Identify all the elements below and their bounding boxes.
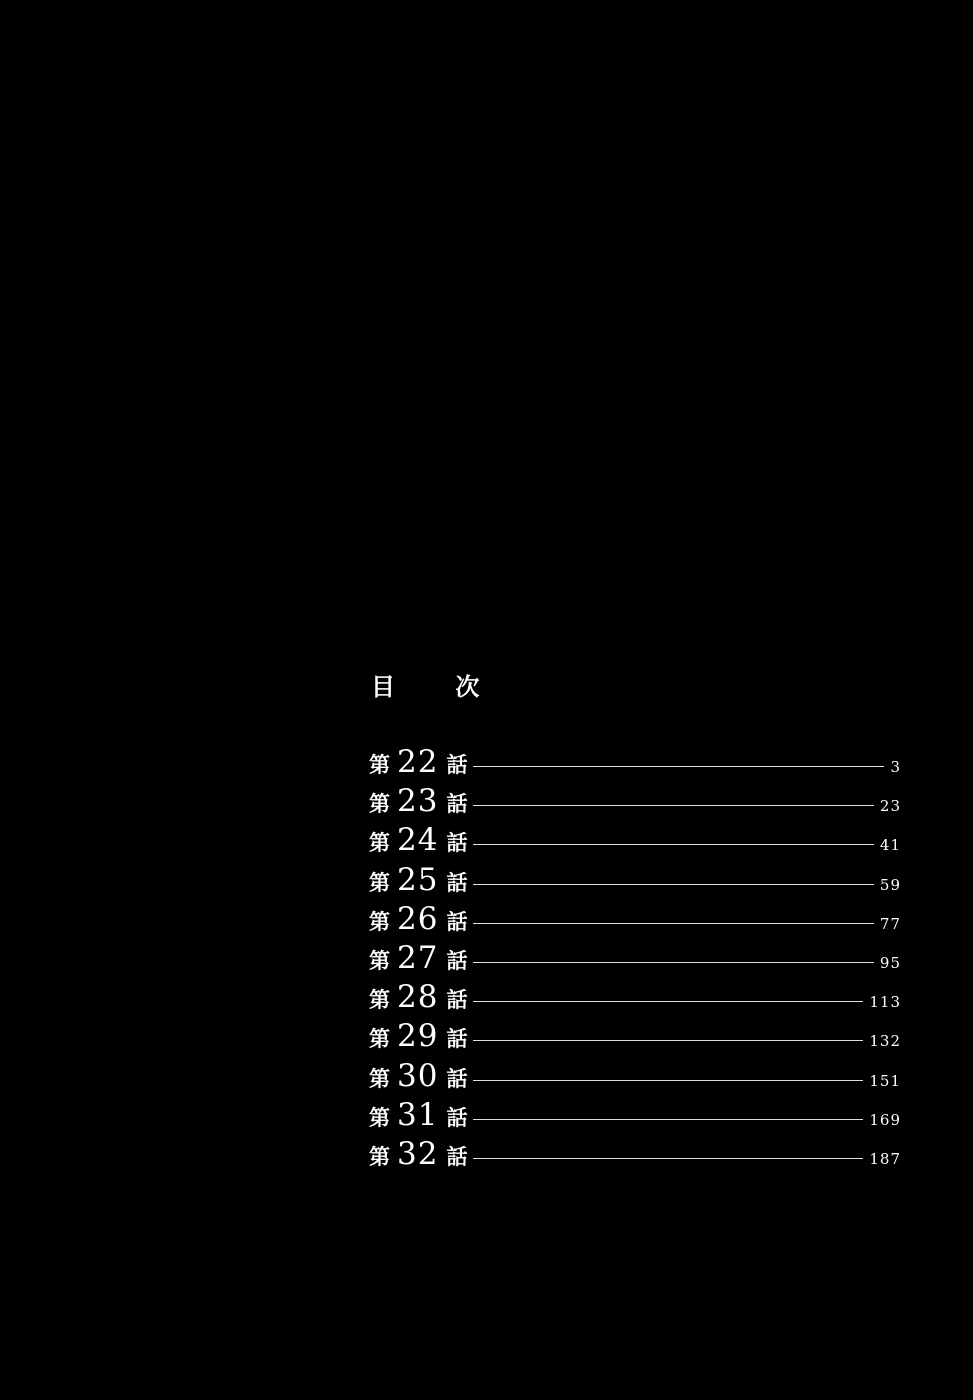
episode-number: 22 (397, 744, 439, 780)
page-number: 3 (890, 758, 901, 776)
toc-entry-30[interactable] (369, 1058, 901, 1097)
toc-entry-28[interactable] (369, 979, 901, 1018)
page-number: 59 (879, 875, 901, 894)
episode-prefix: 第 (369, 752, 390, 777)
leader-line (473, 1001, 863, 1002)
page-number: 41 (879, 836, 901, 855)
episode-suffix: 話 (446, 869, 468, 895)
episode-number: 30 (397, 1057, 439, 1094)
leader-line (473, 1080, 863, 1081)
episode-prefix: 第 (369, 830, 390, 856)
episode-number: 29 (397, 1018, 439, 1055)
episode-number: 32 (397, 1135, 439, 1172)
toc-entry-23[interactable] (369, 783, 901, 822)
leader-line (473, 805, 873, 806)
episode-number: 31 (397, 1096, 439, 1133)
page-number: 95 (879, 953, 901, 972)
episode-prefix: 第 (369, 1026, 390, 1052)
leader-line (473, 923, 873, 924)
episode-prefix: 第 (369, 987, 390, 1013)
episode-number: 23 (397, 783, 439, 820)
toc-title: 目 次 (371, 672, 506, 701)
toc-entry-29[interactable] (369, 1018, 901, 1057)
episode-suffix: 話 (446, 1026, 468, 1052)
episode-suffix: 話 (446, 791, 468, 817)
page-number: 77 (879, 914, 901, 933)
episode-number: 28 (397, 979, 439, 1016)
toc-entry-31[interactable] (369, 1097, 901, 1136)
episode-number: 26 (397, 900, 439, 937)
toc-entry-26[interactable] (369, 901, 901, 940)
page-number: 187 (869, 1149, 901, 1168)
episode-suffix: 話 (446, 987, 468, 1013)
episode-prefix: 第 (369, 908, 390, 934)
episode-suffix: 話 (446, 752, 468, 777)
page-number: 132 (869, 1032, 901, 1051)
episode-number: 25 (397, 861, 439, 898)
toc-list (369, 744, 901, 1175)
toc-entry-32[interactable] (369, 1136, 901, 1175)
episode-suffix: 話 (446, 1065, 468, 1091)
episode-prefix: 第 (369, 791, 390, 817)
episode-prefix: 第 (369, 869, 390, 895)
episode-suffix: 話 (446, 1143, 468, 1169)
toc-entry-27[interactable] (369, 940, 901, 979)
table-of-contents (369, 0, 901, 1400)
leader-line (473, 884, 873, 885)
toc-entry-22[interactable] (369, 744, 901, 783)
page-number: 113 (869, 993, 901, 1012)
episode-prefix: 第 (369, 1065, 390, 1091)
page-number: 23 (879, 797, 901, 816)
leader-line (473, 766, 884, 767)
episode-suffix: 話 (446, 947, 468, 973)
episode-suffix: 話 (446, 908, 468, 934)
leader-line (473, 962, 873, 963)
episode-prefix: 第 (369, 1104, 390, 1130)
episode-prefix: 第 (369, 947, 390, 973)
toc-entry-24[interactable] (369, 822, 901, 861)
toc-entry-25[interactable] (369, 862, 901, 901)
episode-suffix: 話 (446, 1104, 468, 1130)
leader-line (473, 1119, 863, 1120)
leader-line (473, 1040, 863, 1041)
leader-line (473, 844, 873, 845)
episode-number: 27 (397, 939, 439, 976)
episode-number: 24 (397, 822, 439, 859)
page-number: 169 (869, 1110, 901, 1129)
episode-prefix: 第 (369, 1143, 390, 1169)
leader-line (473, 1158, 863, 1159)
episode-suffix: 話 (446, 830, 468, 856)
page-number: 151 (869, 1071, 901, 1090)
